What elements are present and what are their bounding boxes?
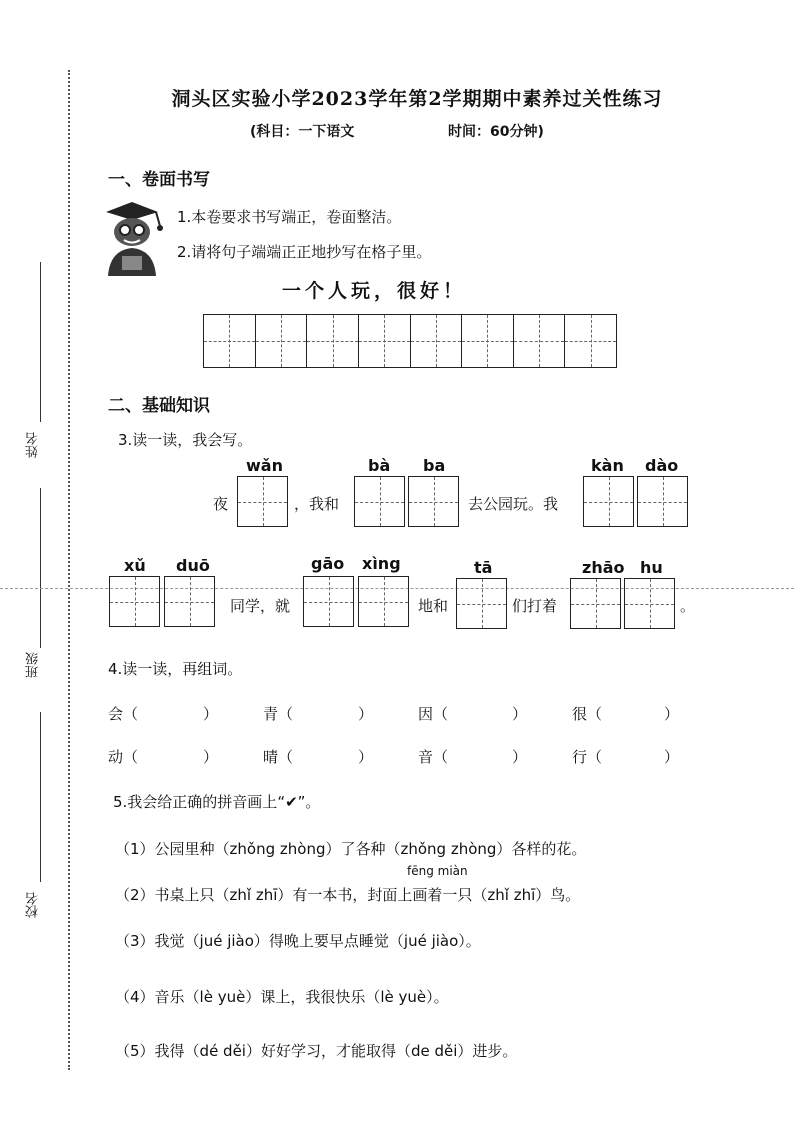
pinyin: duō xyxy=(176,556,210,575)
subject-label: (科目：一下语文 xyxy=(250,124,355,140)
word-prompt: 很（ xyxy=(572,705,603,723)
word-prompt: 青（ xyxy=(263,705,294,723)
grid-cell[interactable] xyxy=(359,315,411,367)
grid-cell[interactable] xyxy=(256,315,308,367)
answer-box[interactable] xyxy=(164,576,215,627)
word-prompt: 动（ xyxy=(108,748,139,766)
answer-box[interactable] xyxy=(408,476,459,527)
school-field-line xyxy=(40,712,41,882)
grid-cell[interactable] xyxy=(411,315,463,367)
word-prompt: 晴（ xyxy=(263,748,294,766)
q3-title: 3.读一读，我会写。 xyxy=(118,431,253,449)
pinyin: kàn xyxy=(591,456,624,475)
q3-text: 。 xyxy=(680,597,696,615)
word-close: ） xyxy=(512,705,528,723)
pinyin: xìng xyxy=(362,554,401,573)
pinyin: gāo xyxy=(311,554,345,573)
section2-title: 二、基础知识 xyxy=(108,396,210,416)
word-close: ） xyxy=(358,705,374,723)
writing-grid[interactable] xyxy=(203,314,617,368)
answer-box[interactable] xyxy=(570,578,621,629)
time-label: 时间：60分钟) xyxy=(448,124,544,140)
word-prompt: 会（ xyxy=(108,705,139,723)
grid-cell[interactable] xyxy=(514,315,566,367)
q3-text: ，我和 xyxy=(294,495,340,513)
word-close: ） xyxy=(664,705,680,723)
answer-box[interactable] xyxy=(624,578,675,629)
q4-title: 4.读一读，再组词。 xyxy=(108,660,243,678)
grid-cell[interactable] xyxy=(307,315,359,367)
name-field-line xyxy=(40,262,41,422)
student-mascot-icon xyxy=(98,198,164,276)
answer-box[interactable] xyxy=(109,576,160,627)
pinyin: tā xyxy=(474,558,493,577)
copy-sentence: 一个人玩，很好！ xyxy=(282,280,467,302)
answer-box[interactable] xyxy=(303,576,354,627)
q3-text: 地和 xyxy=(418,597,449,615)
pinyin: zhāo xyxy=(582,558,625,577)
class-field-line xyxy=(40,488,41,648)
word-close: ） xyxy=(358,748,374,766)
answer-box[interactable] xyxy=(354,476,405,527)
q5-item: （4）音乐（lè yuè）课上，我很快乐（lè yuè）。 xyxy=(115,988,449,1006)
grid-cell[interactable] xyxy=(204,315,256,367)
word-close: ） xyxy=(203,748,219,766)
word-prompt: 行（ xyxy=(572,748,603,766)
pinyin: wǎn xyxy=(246,456,283,475)
q3-text: 们打着 xyxy=(512,597,558,615)
pinyin: dào xyxy=(645,456,679,475)
name-label: 姓名 xyxy=(26,432,41,458)
q5-item: （2）书桌上只（zhǐ zhī）有一本书，封面上画着一只（zhǐ zhī）鸟。 xyxy=(115,886,581,904)
answer-box[interactable] xyxy=(358,576,409,627)
q3-text: 夜 xyxy=(213,495,229,513)
word-close: ） xyxy=(203,705,219,723)
pinyin: ba xyxy=(423,456,446,475)
word-close: ） xyxy=(664,748,680,766)
class-label: 班级 xyxy=(26,652,41,678)
rule-1: 1.本卷要求书写端正，卷面整洁。 xyxy=(177,208,402,226)
answer-box[interactable] xyxy=(237,476,288,527)
word-close: ） xyxy=(512,748,528,766)
exam-title: 洞头区实验小学2023学年第2学期期中素养过关性练习 xyxy=(171,88,663,110)
q5-title: 5.我会给正确的拼音画上“✔”。 xyxy=(113,793,321,811)
q5-item: （3）我觉（jué jiào）得晚上要早点睡觉（jué jiào）。 xyxy=(115,932,481,950)
word-prompt: 音（ xyxy=(418,748,449,766)
word-prompt: 因（ xyxy=(418,705,449,723)
school-label: 校名 xyxy=(26,892,41,918)
q3-text: 同学，就 xyxy=(230,597,291,615)
rule-2: 2.请将句子端端正正地抄写在格子里。 xyxy=(177,243,432,261)
answer-box[interactable] xyxy=(583,476,634,527)
answer-box[interactable] xyxy=(456,578,507,629)
pinyin-annotation: fēng miàn xyxy=(407,864,468,878)
pinyin: xǔ xyxy=(124,556,146,575)
pinyin: bà xyxy=(368,456,391,475)
grid-cell[interactable] xyxy=(565,315,616,367)
section1-title: 一、卷面书写 xyxy=(108,170,210,190)
grid-cell[interactable] xyxy=(462,315,514,367)
answer-box[interactable] xyxy=(637,476,688,527)
q3-text: 去公园玩。我 xyxy=(468,495,559,513)
binding-line xyxy=(68,70,70,1070)
pinyin: hu xyxy=(640,558,663,577)
q5-item: （1）公园里种（zhǒng zhòng）了各种（zhǒng zhòng）各样的花。 xyxy=(115,840,587,858)
q5-item: （5）我得（dé děi）好好学习，才能取得（de děi）进步。 xyxy=(115,1042,518,1060)
